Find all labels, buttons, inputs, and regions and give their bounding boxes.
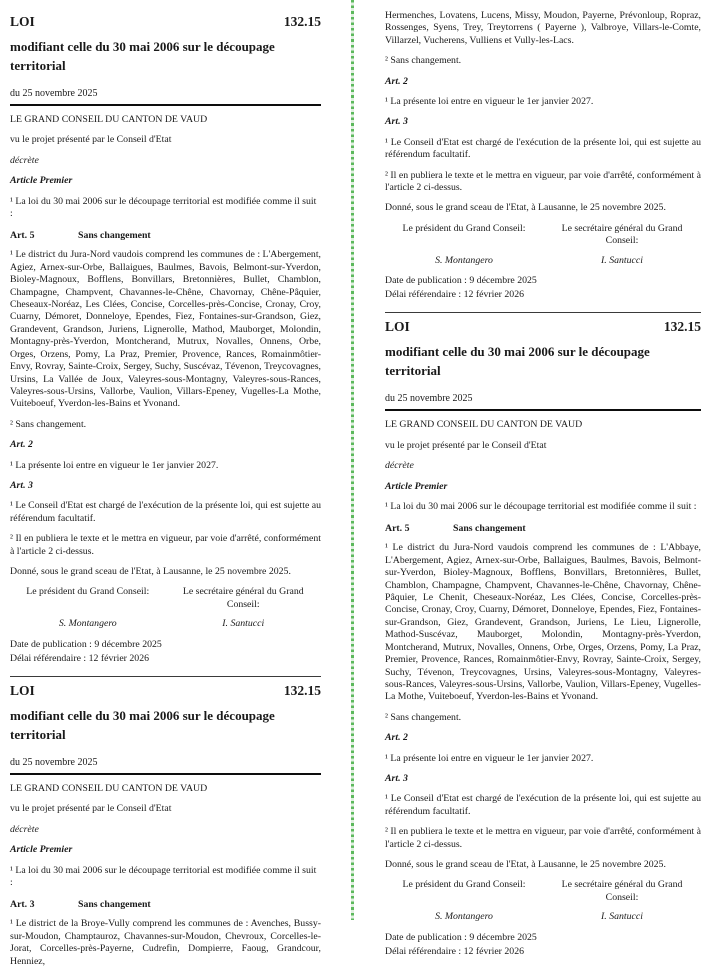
law-kicker: LOI (385, 319, 410, 335)
president-name: S. Montangero (435, 911, 493, 923)
president-label: Le président du Grand Conseil: (26, 586, 150, 598)
art3-paragraph-2: ² Il en publiera le texte et le mettra en vigueur, par voie d'arrêté, conformément à l'article 2 ci-dessus. (10, 533, 321, 557)
referendum-deadline: Délai référendaire : 12 février 2026 (385, 289, 524, 300)
law-kicker: LOI (10, 14, 35, 29)
council-line: LE GRAND CONSEIL DU CANTON DE VAUD (10, 114, 208, 125)
art-status: Sans changement (453, 523, 526, 535)
article-premier-heading: Article Premier (385, 480, 448, 492)
art2-heading: Art. 2 (385, 732, 408, 744)
signature-names (385, 255, 701, 267)
law-title: modifiant celle du 30 mai 2006 sur le découpage territorial (10, 707, 275, 742)
law-header (10, 683, 321, 699)
document-separator (10, 676, 321, 677)
seal-line: Donné, sous le grand sceau de l'Etat, à Lausanne, le 25 novembre 2025. (385, 858, 666, 870)
art3-heading: Art. 3 (385, 116, 408, 128)
signature-labels (385, 223, 701, 248)
decree-line: décrète (10, 823, 39, 835)
preamble-line: vu le projet présenté par le Conseil d'Etat (10, 134, 172, 146)
law-header (385, 319, 701, 335)
law-document-1 (10, 14, 321, 665)
secretary-name: I. Santucci (601, 254, 643, 266)
art3-paragraph-2: ² Il en publiera le texte et le mettra en vigueur, par voie d'arrêté, conformément à l'article 2 ci-dessus. (385, 826, 701, 850)
signature-labels (385, 879, 701, 904)
seal-line: Donné, sous le grand sceau de l'Etat, à Lausanne, le 25 novembre 2025. (10, 565, 291, 577)
art2-heading: Art. 2 (10, 439, 33, 451)
signature-names (10, 618, 321, 630)
art-label: Art. 3 (10, 899, 35, 911)
secretary-label: Le secrétaire général du Grand Conseil: (561, 879, 683, 903)
sans-changement-line: ² Sans changement. (385, 55, 462, 67)
referendum-deadline: Délai référendaire : 12 février 2026 (385, 945, 524, 957)
secretary-label: Le secrétaire général du Grand Conseil: (182, 586, 304, 610)
art3-paragraph-1: ¹ Le Conseil d'Etat est chargé de l'exécution de la présente loi, qui est sujette au référendum facultatif. (10, 500, 321, 524)
intro-line: ¹ La loi du 30 mai 2006 sur le découpage territorial est modifiée comme il suit : (10, 864, 317, 888)
art2-heading: Art. 2 (385, 75, 408, 87)
district-paragraph: ¹ Le district du Jura-Nord vaudois comprend les communes de : L'Abergement, Agiez, Arnex-sur-Orbe, Ballaigues, Baulmes, Bavois, Belmont-sur-Yverdon, Bioley-Magnoux, Bofflens, Bonvillars, Bretonnières, Bullet, Chamblon, Champagne, Champvent, Chavannes-le-Chêne, Chavornay, Chêne-Pâquier, Cheseaux-Noréaz, Les Clées, Concise, Corcelles-près-Concise, Cronay, Croy, Cuarny, Démoret, Donneloye, Ependes, Fiez, Fontaines-sur-Grandson, Giez, Grandevent, Grandson, Juriens, Lignerolle, Mathod, Mauborget, Molondin, Montagny-près-Yverdon, Montcherand, Mutrux, Novalles, Onnens, Orbe, Orges, Orzens, Pomy, La Praz, Premier, Provence, Rances, Romainmôtier-Envy, Rovray, Sainte-Croix, Sergey, Suchy, Suscévaz, Tévenon, Treycovagnes, Ursins, La Vallée de Joux, Valeyres-sous-Montagny, Valeyres-sous-Rances, Valeyres-sous-Ursins, Vallorbe, Vaulion, Villars-Epeney, Vugelles-La Mothe, Vuiteboeuf, Yverdon-les-Bains et Yvonand. (10, 249, 321, 410)
publication-date: Date de publication : 9 décembre 2025 (385, 931, 537, 943)
sans-changement-line: ² Sans changement. (10, 418, 87, 430)
district-paragraph: ¹ Le district du Jura-Nord vaudois comprend les communes de : L'Abbaye, L'Abergement, Agiez, Arnex-sur-Orbe, Ballaigues, Baulmes, Bavois, Belmont-sur-Yverdon, Bioley-Magnoux, Bofflens, Bonvillars, Bretonnières, Bullet, Chamblon, Champagne, Champvent, Chavannes-le-Chêne, Chavornay, Chêne-Pâquier, Le Chenit, Cheseaux-Noréaz, Les Clées, Concise, Corcelles-près-Concise, Cronay, Croy, Cuarny, Démoret, Donneloye, Ependes, Fiez, Fontaines-sur-Grandson, Giez, Grandevent, Grandson, Juriens, Le Lieu, Lignerolle, Mathod-Suscévaz, Mauborget, Molondin, Montagny-près-Yverdon, Montcherand, Mutrux, Novalles, Onnens, Orbe, Orges, Orzens, Pomy, La Praz, Premier, Provence, Rances, Romainmôtier-Envy, Rovray, Sainte-Croix, Sergey, Suchy, Tévenon, Treycovagnes, Ursins, Valeyres-sous-Montagny, Valeyres-sous-Rances, Valeyres-sous-Ursins, Vallorbe, Vaulion, Villars-Epeney, Vugelles-La Mothe, Vuiteboeuf, Yverdon-les-Bains et Yvonand. (385, 542, 701, 703)
referendum-deadline: Délai référendaire : 12 février 2026 (10, 652, 149, 664)
decree-line: décrète (10, 154, 39, 166)
president-label: Le président du Grand Conseil: (402, 222, 526, 234)
secretary-name: I. Santucci (222, 618, 265, 630)
law-document-2-tail (385, 10, 701, 301)
art3-heading: Art. 3 (385, 772, 408, 784)
left-column (10, 8, 321, 968)
law-document-3 (385, 319, 701, 958)
secretary-name: I. Santucci (601, 911, 643, 923)
law-number: 132.15 (283, 682, 321, 698)
law-date: du 25 novembre 2025 (385, 393, 701, 411)
law-date: du 25 novembre 2025 (10, 757, 321, 775)
art2-text: ¹ La présente loi entre en vigueur le 1er janvier 2027. (10, 459, 219, 471)
art3-paragraph-1: ¹ Le Conseil d'Etat est chargé de l'exécution de la présente loi, qui est sujette au référendum facultatif. (385, 793, 701, 817)
article-premier-heading: Article Premier (10, 844, 73, 856)
preamble-line: vu le projet présenté par le Conseil d'Etat (385, 439, 547, 451)
law-document-2-head (10, 683, 321, 968)
president-label: Le président du Grand Conseil: (402, 879, 526, 891)
art3-heading: Art. 3 (10, 479, 33, 491)
art2-text: ¹ La présente loi entre en vigueur le 1er janvier 2027. (385, 96, 594, 108)
article-premier-heading: Article Premier (10, 175, 73, 187)
intro-line: ¹ La loi du 30 mai 2006 sur le découpage territorial est modifiée comme il suit : (10, 195, 317, 220)
art-status: Sans changement (78, 899, 151, 911)
art3-paragraph-2: ² Il en publiera le texte et le mettra en vigueur, par voie d'arrêté, conformément à l'article 2 ci-dessus. (385, 169, 701, 194)
art2-text: ¹ La présente loi entre en vigueur le 1er janvier 2027. (385, 752, 594, 764)
column-divider (351, 0, 354, 920)
president-name: S. Montangero (435, 254, 493, 266)
art-label: Art. 5 (385, 523, 410, 535)
law-kicker: LOI (10, 682, 35, 698)
president-name: S. Montangero (58, 618, 117, 630)
district-paragraph-part1: ¹ Le district de la Broye-Vully comprend les communes de : Avenches, Bussy-sur-Moudon, Champtauroz, Chavannes-sur-Moudon, Chevroux, Corcelles-le-Jorat, Corcelles-près-Payerne, Cudrefin, Dompierre, Faoug, Grandcour, Henniez, (10, 918, 321, 967)
art3-paragraph-1: ¹ Le Conseil d'Etat est chargé de l'exécution de la présente loi, qui est sujette au référendum facultatif. (385, 136, 701, 161)
publication-date: Date de publication : 9 décembre 2025 (10, 638, 162, 650)
secretary-label: Le secrétaire général du Grand Conseil: (561, 222, 683, 247)
seal-line: Donné, sous le grand sceau de l'Etat, à Lausanne, le 25 novembre 2025. (385, 202, 666, 214)
art-heading (10, 230, 321, 241)
council-line: LE GRAND CONSEIL DU CANTON DE VAUD (10, 782, 208, 794)
law-header (10, 14, 321, 30)
art-heading (10, 899, 321, 910)
art-status: Sans changement (78, 230, 151, 242)
signature-names (385, 911, 701, 923)
law-title: modifiant celle du 30 mai 2006 sur le découpage territorial (10, 39, 275, 73)
art-label: Art. 5 (10, 230, 35, 242)
law-number: 132.15 (663, 319, 701, 335)
district-paragraph-part2: Hermenches, Lovatens, Lucens, Missy, Moudon, Payerne, Prévonloup, Ropraz, Rossenges, Syens, Trey, Treytorrens ( Payerne ), Valbroye, Villars-le-Comte, Villarzel, Vucherens, Vulliens et Vully-les-Lacs. (385, 10, 701, 46)
decree-line: décrète (385, 460, 414, 472)
sans-changement-line: ² Sans changement. (385, 711, 462, 723)
law-title: modifiant celle du 30 mai 2006 sur le découpage territorial (385, 344, 650, 379)
law-number: 132.15 (283, 14, 321, 29)
right-column (385, 4, 701, 958)
publication-date: Date de publication : 9 décembre 2025 (385, 275, 537, 287)
document-separator (385, 312, 701, 313)
council-line: LE GRAND CONSEIL DU CANTON DE VAUD (385, 419, 583, 431)
art-heading (385, 523, 701, 534)
law-date: du 25 novembre 2025 (10, 88, 321, 106)
signature-labels (10, 586, 321, 611)
intro-line: ¹ La loi du 30 mai 2006 sur le découpage territorial est modifiée comme il suit : (385, 501, 697, 513)
preamble-line: vu le projet présenté par le Conseil d'Etat (10, 803, 172, 815)
